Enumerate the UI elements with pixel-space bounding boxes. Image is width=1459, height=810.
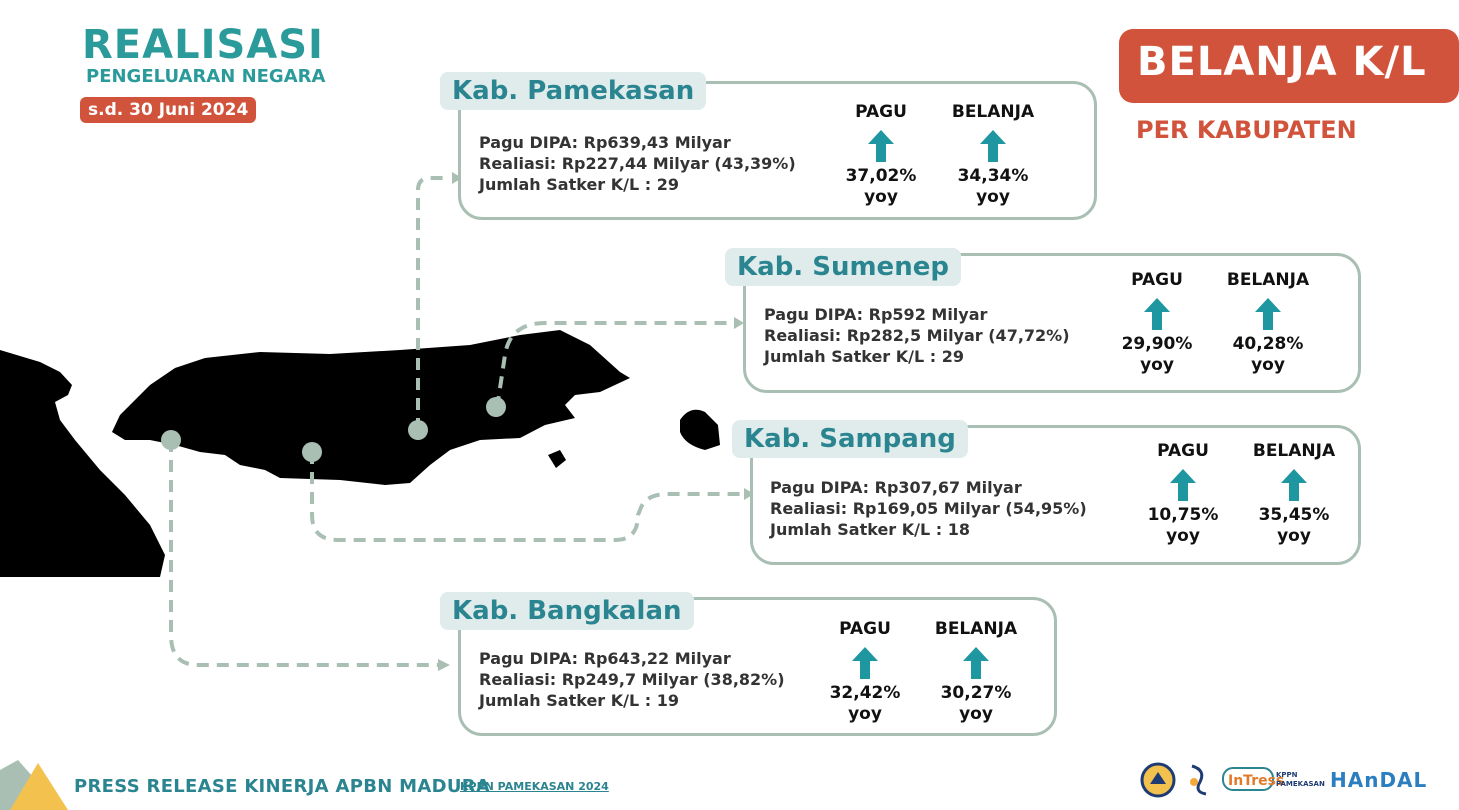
belanja-growth: 35,45%	[1258, 505, 1330, 525]
up-arrow-icon	[868, 130, 894, 162]
svg-text:HAnDAL: HAnDAL	[1330, 768, 1428, 792]
up-arrow-icon	[1144, 298, 1170, 330]
page-title: REALISASI	[82, 22, 324, 68]
bangkalan-marker	[161, 430, 181, 450]
card-title-sumenep: Kab. Sumenep	[725, 248, 961, 286]
intress-logo	[1222, 765, 1325, 795]
pagu-metric	[1102, 270, 1212, 376]
belanja-growth: 40,28%	[1232, 334, 1304, 354]
up-arrow-icon	[1281, 469, 1307, 501]
page-subtitle: PENGELUARAN NEGARA	[86, 66, 326, 87]
yoy-label: yoy	[1277, 526, 1311, 546]
partner-logos	[1140, 760, 1428, 800]
djpb-logo	[1186, 762, 1212, 798]
card-title-pamekasan: Kab. Pamekasan	[440, 72, 706, 110]
footer-decoration	[0, 760, 70, 810]
date-badge: s.d. 30 Juni 2024	[80, 97, 256, 123]
up-arrow-icon	[852, 647, 878, 679]
pagu-growth: 10,75%	[1147, 505, 1219, 525]
up-arrow-icon	[1255, 298, 1281, 330]
card-info-bangkalan	[479, 648, 785, 711]
realisasi-text: Realiasi: Rp282,5 Milyar (47,72%)	[764, 326, 1070, 345]
satker-text: Jumlah Satker K/L : 29	[479, 175, 679, 194]
yoy-label: yoy	[976, 187, 1010, 207]
up-arrow-icon	[980, 130, 1006, 162]
yoy-label: yoy	[864, 187, 898, 207]
belanja-label: BELANJA	[934, 619, 1018, 639]
svg-text:KPPN: KPPN	[1276, 771, 1298, 779]
pagu-label: PAGU	[839, 619, 891, 639]
belanja-growth: 34,34%	[957, 166, 1029, 186]
pagu-dipa-text: Pagu DIPA: Rp307,67 Milyar	[770, 478, 1022, 497]
pagu-metric	[1128, 441, 1238, 547]
belanja-metric	[1213, 270, 1323, 376]
pagu-dipa-text: Pagu DIPA: Rp592 Milyar	[764, 305, 988, 324]
pagu-growth: 29,90%	[1121, 334, 1193, 354]
card-title-bangkalan: Kab. Bangkalan	[440, 592, 694, 630]
belanja-label: BELANJA	[951, 102, 1035, 122]
pagu-label: PAGU	[1157, 441, 1209, 461]
up-arrow-icon	[1170, 469, 1196, 501]
pagu-metric	[810, 619, 920, 725]
yoy-label: yoy	[1166, 526, 1200, 546]
realisasi-text: Realiasi: Rp249,7 Milyar (38,82%)	[479, 670, 785, 689]
sumenep-marker	[486, 397, 506, 417]
up-arrow-icon	[963, 647, 989, 679]
belanja-label: BELANJA	[1226, 270, 1310, 290]
card-info-pamekasan	[479, 132, 796, 195]
satker-text: Jumlah Satker K/L : 29	[764, 347, 964, 366]
satker-text: Jumlah Satker K/L : 19	[479, 691, 679, 710]
belanja-metric	[1239, 441, 1349, 547]
belanja-metric	[938, 102, 1048, 208]
section-subtitle: PER KABUPATEN	[1136, 116, 1357, 144]
realisasi-text: Realiasi: Rp227,44 Milyar (43,39%)	[479, 154, 796, 173]
kemenkeu-logo	[1140, 762, 1176, 798]
svg-text:PAMEKASAN: PAMEKASAN	[1276, 780, 1325, 788]
pagu-label: PAGU	[1131, 270, 1183, 290]
pagu-label: PAGU	[855, 102, 907, 122]
pagu-growth: 37,02%	[845, 166, 917, 186]
yoy-label: yoy	[1140, 355, 1174, 375]
yoy-label: yoy	[959, 704, 993, 724]
belanja-metric	[921, 619, 1031, 725]
yoy-label: yoy	[1251, 355, 1285, 375]
belanja-growth: 30,27%	[940, 683, 1012, 703]
footer-title: PRESS RELEASE KINERJA APBN MADURA	[74, 776, 491, 797]
svg-text:InTress: InTress	[1228, 773, 1285, 789]
pagu-dipa-text: Pagu DIPA: Rp643,22 Milyar	[479, 649, 731, 668]
pagu-dipa-text: Pagu DIPA: Rp639,43 Milyar	[479, 133, 731, 152]
satker-text: Jumlah Satker K/L : 18	[770, 520, 970, 539]
section-title-badge: BELANJA K/L	[1119, 29, 1459, 103]
yoy-label: yoy	[848, 704, 882, 724]
card-title-sampang: Kab. Sampang	[732, 420, 968, 458]
card-info-sumenep	[764, 304, 1070, 367]
pagu-growth: 32,42%	[829, 683, 901, 703]
pagu-metric	[826, 102, 936, 208]
realisasi-text: Realiasi: Rp169,05 Milyar (54,95%)	[770, 499, 1087, 518]
belanja-label: BELANJA	[1252, 441, 1336, 461]
handal-logo	[1328, 765, 1428, 795]
footer-subtitle: KPPN PAMEKASAN 2024	[460, 780, 609, 793]
card-info-sampang	[770, 477, 1087, 540]
